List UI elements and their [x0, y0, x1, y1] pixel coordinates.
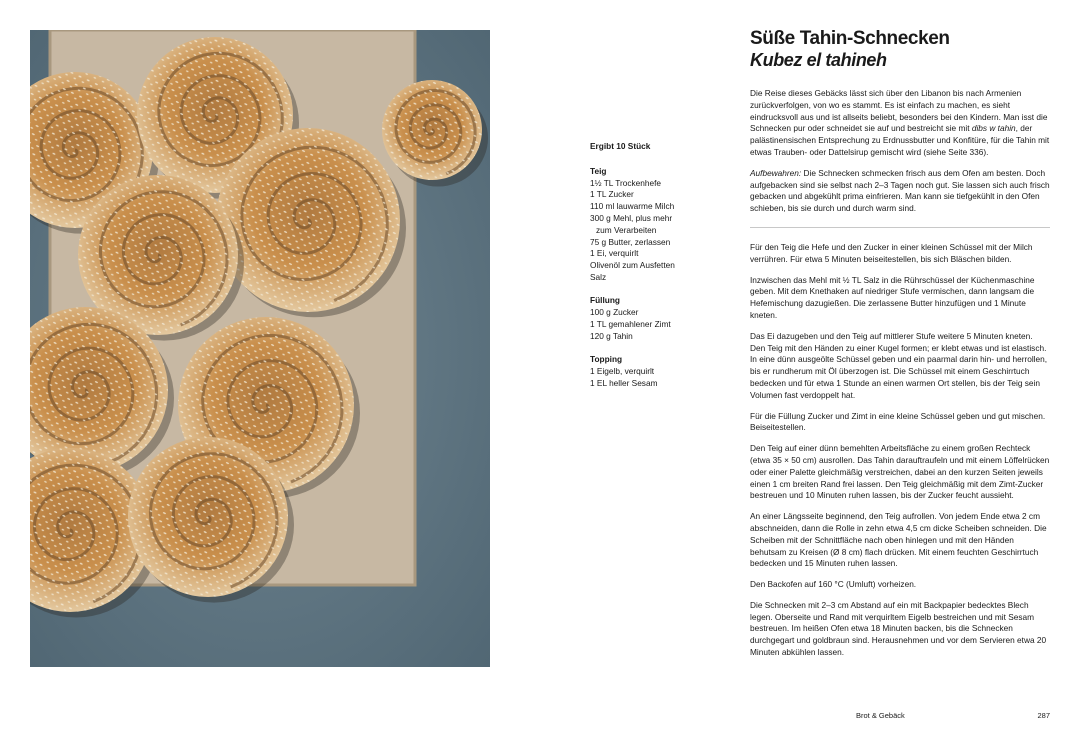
ingredient-item: 120 g Tahin — [590, 330, 633, 341]
method-step: Die Schnecken mit 2–3 cm Abstand auf ein mit Backpapier bedecktes Blech legen. Oberseite und Rand mit verquirltem Eigelb bestreichen und mit Sesam bestreuen. Im heißen Ofen etwa 18 Minuten backen, bis die Schnecken durchgegart und goldbraun sind. Herausnehmen und vor dem Servieren etwa 20 Minuten abkühlen lassen. — [750, 599, 1047, 658]
ingredient-item: 100 g Zucker — [590, 307, 639, 318]
ingredient-item: 1 EL heller Sesam — [590, 377, 658, 388]
intro-paragraph — [750, 88, 1050, 159]
page-number: 287 — [1037, 711, 1050, 720]
ingredient-item: zum Verarbeiten — [596, 224, 657, 235]
recipe-title: Süße Tahin-Schnecken — [750, 28, 950, 49]
ingredient-item: Salz — [590, 271, 607, 282]
ingredient-item: 300 g Mehl, plus mehr — [590, 212, 673, 223]
footer-section-name: Brot & Gebäck — [856, 711, 905, 720]
divider — [750, 227, 1050, 228]
storage-text: Die Schnecken schmecken frisch aus dem Ofen am besten. Doch aufgebacken sind sie selbst nach 2–3 Tagen noch gut. Sie lassen sich auch frisch gebacken und abgekühlt prima einfrieren. Man kann sie tiefgekühlt in den Ofen schieben, bis sie durch und durch warm sind. — [750, 167, 1050, 214]
ingredient-group-topping — [590, 354, 710, 389]
recipe-photo — [30, 30, 490, 667]
method-step: Für die Füllung Zucker und Zimt in eine kleine Schüssel geben und gut mischen. Beiseitestellen. — [750, 410, 1046, 433]
method-step: Für den Teig die Hefe und den Zucker in einer kleinen Schüssel mit der Milch verrühren. Für etwa 5 Minuten beiseitestellen, bis sich Bläschen bilden. — [750, 241, 1033, 264]
intro-emphasis: dibs w tahin — [971, 123, 1016, 134]
ingredient-item: 1 Eigelb, verquirlt — [590, 365, 655, 376]
method-step: Den Teig auf einer dünn bemehlten Arbeitsfläche zu einem großen Rechteck (etwa 35 × 50 cm) ausrollen. Das Tahin darauftraufeln und mit einem Löffelrücken oder einer Palette gleichmäßig verstreichen, dabei an den kurzen Seiten jeweils einen 1 cm breiten Rand frei lassen. Den Teig gleichmäßig mit dem Zimt-Zucker bestreuen und 10 Minuten ruhen lassen, bis der Zucker feucht aussieht. — [750, 443, 1050, 501]
ingredients-list — [590, 141, 710, 401]
recipe-heading — [750, 28, 1050, 70]
ingredient-group-title: Topping — [590, 353, 623, 364]
intro-text: , der palästinensischen Entsprechung zu Erdnussbutter und Konfitüre, für die Tahin mit etwas Trauben- oder Dattelsirup gemischt wird (siehe Seite 336). — [750, 123, 1050, 157]
method-step: An einer Längsseite beginnend, den Teig aufrollen. Von jedem Ende etwa 2 cm abschneiden, dann die Rolle in zehn etwa 4,5 cm dicke Scheiben schneiden. Die Scheiben mit der Schnittfläche nach oben hinlegen und mit den Händen behutsam zu Kreisen (Ø 8 cm) flach drücken. Mit einem feuchten Geschirrtuch bedecken und 15 Minuten ruhen lassen. — [750, 511, 1047, 569]
ingredient-group-title: Teig — [590, 165, 607, 176]
method-step: Das Ei dazugeben und den Teig auf mittlerer Stufe weitere 5 Minuten kneten. Den Teig mit den Händen zu einer Kugel formen; er klebt etwas und ist elastisch. In eine dünn ausgeölte Schüssel geben und ein paarmal darin hin- und herrollen, bis er rundherum mit Öl überzogen ist. Die Schüssel mit einem Geschirrtuch bedecken und für etwa 1 Stunde an einen warmen Ort stellen, bis der Teig sein Volumen fast verdoppelt hat. — [750, 330, 1048, 400]
ingredient-item: Olivenöl zum Ausfetten — [590, 260, 675, 271]
ingredient-group-title: Füllung — [590, 295, 620, 306]
recipe-yield: Ergibt 10 Stück — [590, 141, 651, 151]
ingredient-item: 1 TL gemahlener Zimt — [590, 318, 671, 329]
ingredient-item: 1 Ei, verquirlt — [590, 248, 639, 259]
ingredient-item: 1 TL Zucker — [590, 189, 634, 200]
storage-note — [750, 168, 1050, 215]
ingredient-item: 110 ml lauwarme Milch — [590, 201, 675, 212]
ingredient-item: 1½ TL Trockenhefe — [590, 177, 662, 188]
recipe-text — [750, 88, 1050, 668]
storage-label: Aufbewahren: — [750, 167, 802, 178]
ingredient-group-fuellung — [590, 295, 710, 342]
intro-text: Die Reise dieses Gebäcks lässt sich über den Libanon bis nach Armenien zurückverfolgen, von wo es stammt. Es ist einfach zu machen, es sieht eindrucksvoll aus und ist allseits beliebt, besonders bei den Kindern. Man isst die Schnecken pur oder schneidet sie auf und bestreicht sie mit — [750, 88, 1048, 134]
method-step: Inzwischen das Mehl mit ½ TL Salz in die Rührschüssel der Küchenmaschine geben. Mit dem Knethaken auf niedriger Stufe vermischen, dann langsam die Hefemischung dazugießen. Die zerlassene Butter hinzufügen und 1 Minute kneten. — [750, 274, 1035, 320]
ingredient-group-teig — [590, 166, 710, 284]
ingredient-item: 75 g Butter, zerlassen — [590, 236, 671, 247]
method-step: Den Backofen auf 160 °C (Umluft) vorheizen. — [750, 579, 917, 590]
recipe-subtitle: Kubez el tahineh — [750, 50, 887, 70]
